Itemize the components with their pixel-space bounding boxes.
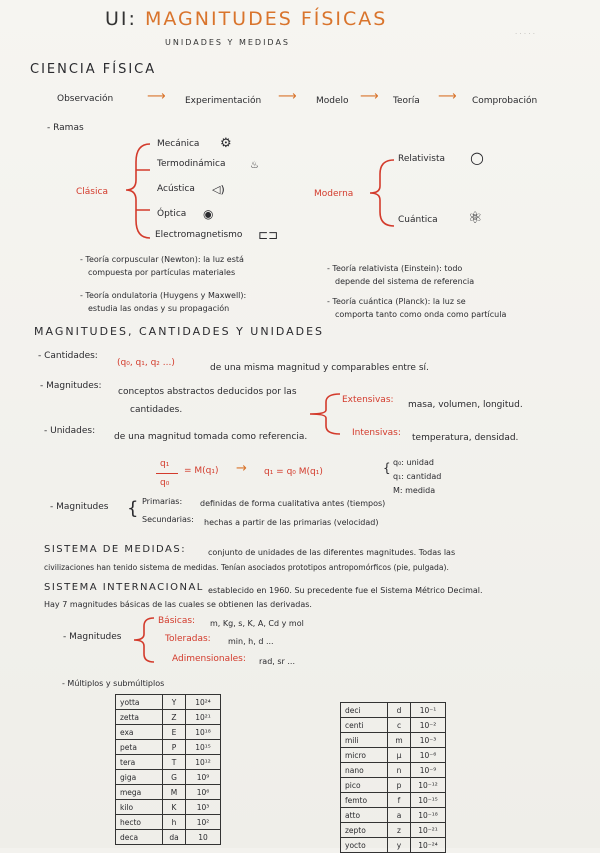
toleradas-text: min, h, d ...: [228, 637, 274, 646]
prefix-name: yotta: [116, 695, 163, 710]
prefix-name: mili: [341, 733, 388, 748]
prefix-symbol: z: [388, 823, 411, 838]
prefix-factor: 10⁻¹²: [411, 778, 446, 793]
teoria-left-line-3: - Teoría ondulatoria (Huygens y Maxwell):: [80, 291, 247, 300]
teoria-right-line-4: comporta tanto como onda como partícula: [335, 310, 507, 319]
table-row: [116, 770, 221, 785]
table-row: [116, 710, 221, 725]
prefix-factor: 10²⁴: [186, 695, 221, 710]
adimensionales-label: Adimensionales:: [172, 654, 246, 664]
prefix-factor: 10⁻³: [411, 733, 446, 748]
extensivas-label: Extensivas:: [342, 395, 394, 405]
title-main: MAGNITUDES FÍSICAS: [144, 8, 388, 30]
formula-arrow: →: [236, 461, 247, 476]
prefix-factor: 10²: [186, 815, 221, 830]
magnet-icon: ⊏⊐: [258, 228, 279, 242]
prefix-name: deci: [341, 703, 388, 718]
cantidades-label: - Cantidades:: [38, 351, 98, 361]
toleradas-label: Toleradas:: [165, 634, 211, 644]
table-row: [341, 733, 446, 748]
mag-tipo-brace: {: [127, 498, 139, 519]
prefix-symbol: T: [163, 755, 186, 770]
table-row: [116, 830, 221, 845]
multiplos-table: [115, 694, 221, 845]
prefix-name: atto: [341, 808, 388, 823]
sistema-internacional-text-1: establecido en 1960. Su precedente fue el Sistema Métrico Decimal.: [208, 586, 483, 595]
unidades-label: - Unidades:: [44, 426, 96, 436]
prefix-factor: 10⁹: [186, 770, 221, 785]
flow-arrow-icon: ⟶: [278, 89, 297, 104]
moderna-label: Moderna: [314, 189, 354, 199]
circle-icon: ○: [470, 148, 484, 167]
table-row: [116, 725, 221, 740]
prefix-name: zetta: [116, 710, 163, 725]
prefix-factor: 10: [186, 830, 221, 845]
magnitudes-text-1: conceptos abstractos deducidos por las: [118, 387, 297, 397]
flow-step-5: Comprobación: [472, 96, 538, 106]
mag-tipo-label: - Magnitudes: [50, 502, 109, 512]
flow-step-4: Teoría: [393, 96, 420, 106]
page-subtitle: UNIDADES Y MEDIDAS: [165, 38, 291, 47]
basicas-text: m, Kg, s, K, A, Cd y mol: [210, 619, 304, 628]
prefix-symbol: f: [388, 793, 411, 808]
flow-step-3: Modelo: [316, 96, 349, 106]
prefix-name: giga: [116, 770, 163, 785]
clasica-label: Clásica: [76, 187, 108, 197]
si-magnitudes-brace: [130, 616, 156, 664]
clasica-brace: [122, 142, 152, 240]
teoria-right-line-3: - Teoría cuántica (Planck): la luz se: [327, 297, 466, 306]
legend-unidad: q₀: unidad: [393, 458, 434, 467]
prefix-factor: 10⁻⁹: [411, 763, 446, 778]
prefix-name: yocto: [341, 838, 388, 853]
adimensionales-text: rad, sr ...: [259, 657, 295, 666]
flow-step-1: Observación: [57, 94, 114, 104]
table-row: [116, 740, 221, 755]
prefix-name: peta: [116, 740, 163, 755]
legend-medida: M: medida: [393, 486, 436, 495]
speaker-icon: ◁): [212, 183, 225, 196]
title-prefix: UI:: [105, 8, 137, 30]
multiplos-label: - Múltiplos y submúltiplos: [62, 679, 165, 688]
prefix-name: nano: [341, 763, 388, 778]
prefix-symbol: M: [163, 785, 186, 800]
primarias-label: Primarias:: [142, 497, 183, 506]
si-magnitudes-label: - Magnitudes: [63, 632, 122, 642]
flow-step-2: Experimentación: [185, 96, 262, 106]
prefix-name: tera: [116, 755, 163, 770]
primarias-text: definidas de forma cualitativa antes (tiempos): [200, 499, 386, 508]
prefix-symbol: c: [388, 718, 411, 733]
bleed-through-text: · · · · ·: [515, 30, 536, 38]
extensivas-text: masa, volumen, longitud.: [408, 400, 523, 410]
table-row: [116, 695, 221, 710]
prefix-symbol: y: [388, 838, 411, 853]
prefix-factor: 10¹²: [186, 755, 221, 770]
prefix-symbol: Y: [163, 695, 186, 710]
moderna-item-cuantica: Cuántica: [398, 215, 438, 225]
table-row: [341, 838, 446, 853]
cantidades-set: (q₀, q₁, q₂ ...): [117, 358, 175, 368]
legend-cantidad: q₁: cantidad: [393, 472, 442, 481]
moderna-brace: [366, 158, 396, 228]
formula-fraction-line: [156, 473, 178, 474]
prefix-name: centi: [341, 718, 388, 733]
prefix-symbol: μ: [388, 748, 411, 763]
prefix-factor: 10²¹: [186, 710, 221, 725]
unidades-text: de una magnitud tomada como referencia.: [114, 432, 308, 442]
teoria-left-line-4: estudia las ondas y su propagación: [88, 304, 230, 313]
prefix-factor: 10¹⁸: [186, 725, 221, 740]
intensivas-label: Intensivas:: [352, 428, 401, 438]
moderna-item-relativista: Relativista: [398, 154, 445, 164]
prefix-symbol: E: [163, 725, 186, 740]
prefix-symbol: m: [388, 733, 411, 748]
prefix-name: femto: [341, 793, 388, 808]
formula-eq-1: = M(q₁): [184, 466, 219, 476]
prefix-symbol: P: [163, 740, 186, 755]
table-row: [116, 785, 221, 800]
teoria-right-line-1: - Teoría relativista (Einstein): todo: [327, 264, 463, 273]
table-row: [116, 815, 221, 830]
prefix-factor: 10⁻¹⁸: [411, 808, 446, 823]
clasica-item-electromagnetismo: Electromagnetismo: [155, 230, 243, 240]
clasica-item-mecanica: Mecánica: [157, 139, 200, 149]
prefix-symbol: n: [388, 763, 411, 778]
prefix-factor: 10¹⁵: [186, 740, 221, 755]
table-row: [341, 808, 446, 823]
prefix-factor: 10⁻²: [411, 718, 446, 733]
prefix-name: micro: [341, 748, 388, 763]
prefix-symbol: h: [163, 815, 186, 830]
prefix-factor: 10⁻¹: [411, 703, 446, 718]
prefix-symbol: d: [388, 703, 411, 718]
cantidades-text: de una misma magnitud y comparables entre sí.: [210, 363, 429, 373]
page-title: [105, 8, 387, 30]
table-row: [341, 823, 446, 838]
table-row: [341, 778, 446, 793]
teoria-left-line-2: compuesta por partículas materiales: [88, 268, 236, 277]
table-row: [341, 763, 446, 778]
prefix-factor: 10⁻⁶: [411, 748, 446, 763]
clasica-item-acustica: Acústica: [157, 184, 195, 194]
prefix-symbol: p: [388, 778, 411, 793]
prefix-factor: 10⁻²⁴: [411, 838, 446, 853]
flow-arrow-icon: ⟶: [147, 89, 166, 104]
flow-arrow-icon: ⟶: [360, 89, 379, 104]
prefix-name: pico: [341, 778, 388, 793]
table-row: [341, 793, 446, 808]
table-row: [341, 718, 446, 733]
basicas-label: Básicas:: [158, 616, 196, 626]
table-row: [116, 755, 221, 770]
magnitudes-label: - Magnitudes:: [40, 381, 102, 391]
section-heading-ciencia: CIENCIA FÍSICA: [30, 62, 157, 77]
table-row: [116, 800, 221, 815]
secundarias-label: Secundarias:: [142, 515, 194, 524]
flow-arrow-icon: ⟶: [438, 89, 457, 104]
submultiplos-table: [340, 702, 446, 853]
gear-icon: ⚙: [220, 136, 232, 151]
sistema-medidas-text-2: civilizaciones han tenido sistema de medidas. Tenían asociados prototipos antropomórficos (pie, pulgada).: [44, 563, 449, 572]
prefix-factor: 10⁶: [186, 785, 221, 800]
prefix-factor: 10³: [186, 800, 221, 815]
sistema-medidas-heading: SISTEMA DE MEDIDAS:: [44, 544, 187, 555]
sistema-internacional-text-2: Hay 7 magnitudes básicas de las cuales se obtienen las derivadas.: [44, 600, 312, 609]
formula-numerator: q₁: [160, 459, 170, 469]
prefix-symbol: G: [163, 770, 186, 785]
formula-eq-2: q₁ = q₀ M(q₁): [264, 467, 323, 477]
prefix-factor: 10⁻²¹: [411, 823, 446, 838]
legend-brace: {: [383, 461, 391, 475]
clasica-item-termodinamica: Termodinámica: [157, 159, 226, 169]
prefix-symbol: K: [163, 800, 186, 815]
prefix-factor: 10⁻¹⁵: [411, 793, 446, 808]
flame-icon: ♨: [250, 160, 259, 171]
section-heading-magnitudes: MAGNITUDES, CANTIDADES Y UNIDADES: [34, 325, 325, 338]
sistema-internacional-heading: SISTEMA INTERNACIONAL: [44, 582, 204, 593]
table-row: [341, 703, 446, 718]
eye-icon: ◉: [203, 207, 214, 221]
prefix-name: kilo: [116, 800, 163, 815]
prefix-symbol: da: [163, 830, 186, 845]
ramas-label: - Ramas: [47, 123, 84, 133]
intensivas-text: temperatura, densidad.: [412, 433, 519, 443]
magnitudes-brace: [306, 392, 342, 436]
sistema-medidas-text-1: conjunto de unidades de las diferentes magnitudes. Todas las: [208, 548, 456, 557]
magnitudes-text-2: cantidades.: [130, 405, 183, 415]
table-row: [341, 748, 446, 763]
formula-denominator: q₀: [160, 478, 170, 488]
teoria-left-line-1: - Teoría corpuscular (Newton): la luz está: [80, 255, 244, 264]
prefix-name: mega: [116, 785, 163, 800]
prefix-name: exa: [116, 725, 163, 740]
prefix-symbol: a: [388, 808, 411, 823]
prefix-name: zepto: [341, 823, 388, 838]
teoria-right-line-2: depende del sistema de referencia: [335, 277, 475, 286]
prefix-name: deca: [116, 830, 163, 845]
prefix-symbol: Z: [163, 710, 186, 725]
atom-icon: ⚛: [468, 208, 483, 227]
clasica-item-optica: Óptica: [157, 209, 187, 219]
secundarias-text: hechas a partir de las primarias (velocidad): [204, 518, 379, 527]
prefix-name: hecto: [116, 815, 163, 830]
